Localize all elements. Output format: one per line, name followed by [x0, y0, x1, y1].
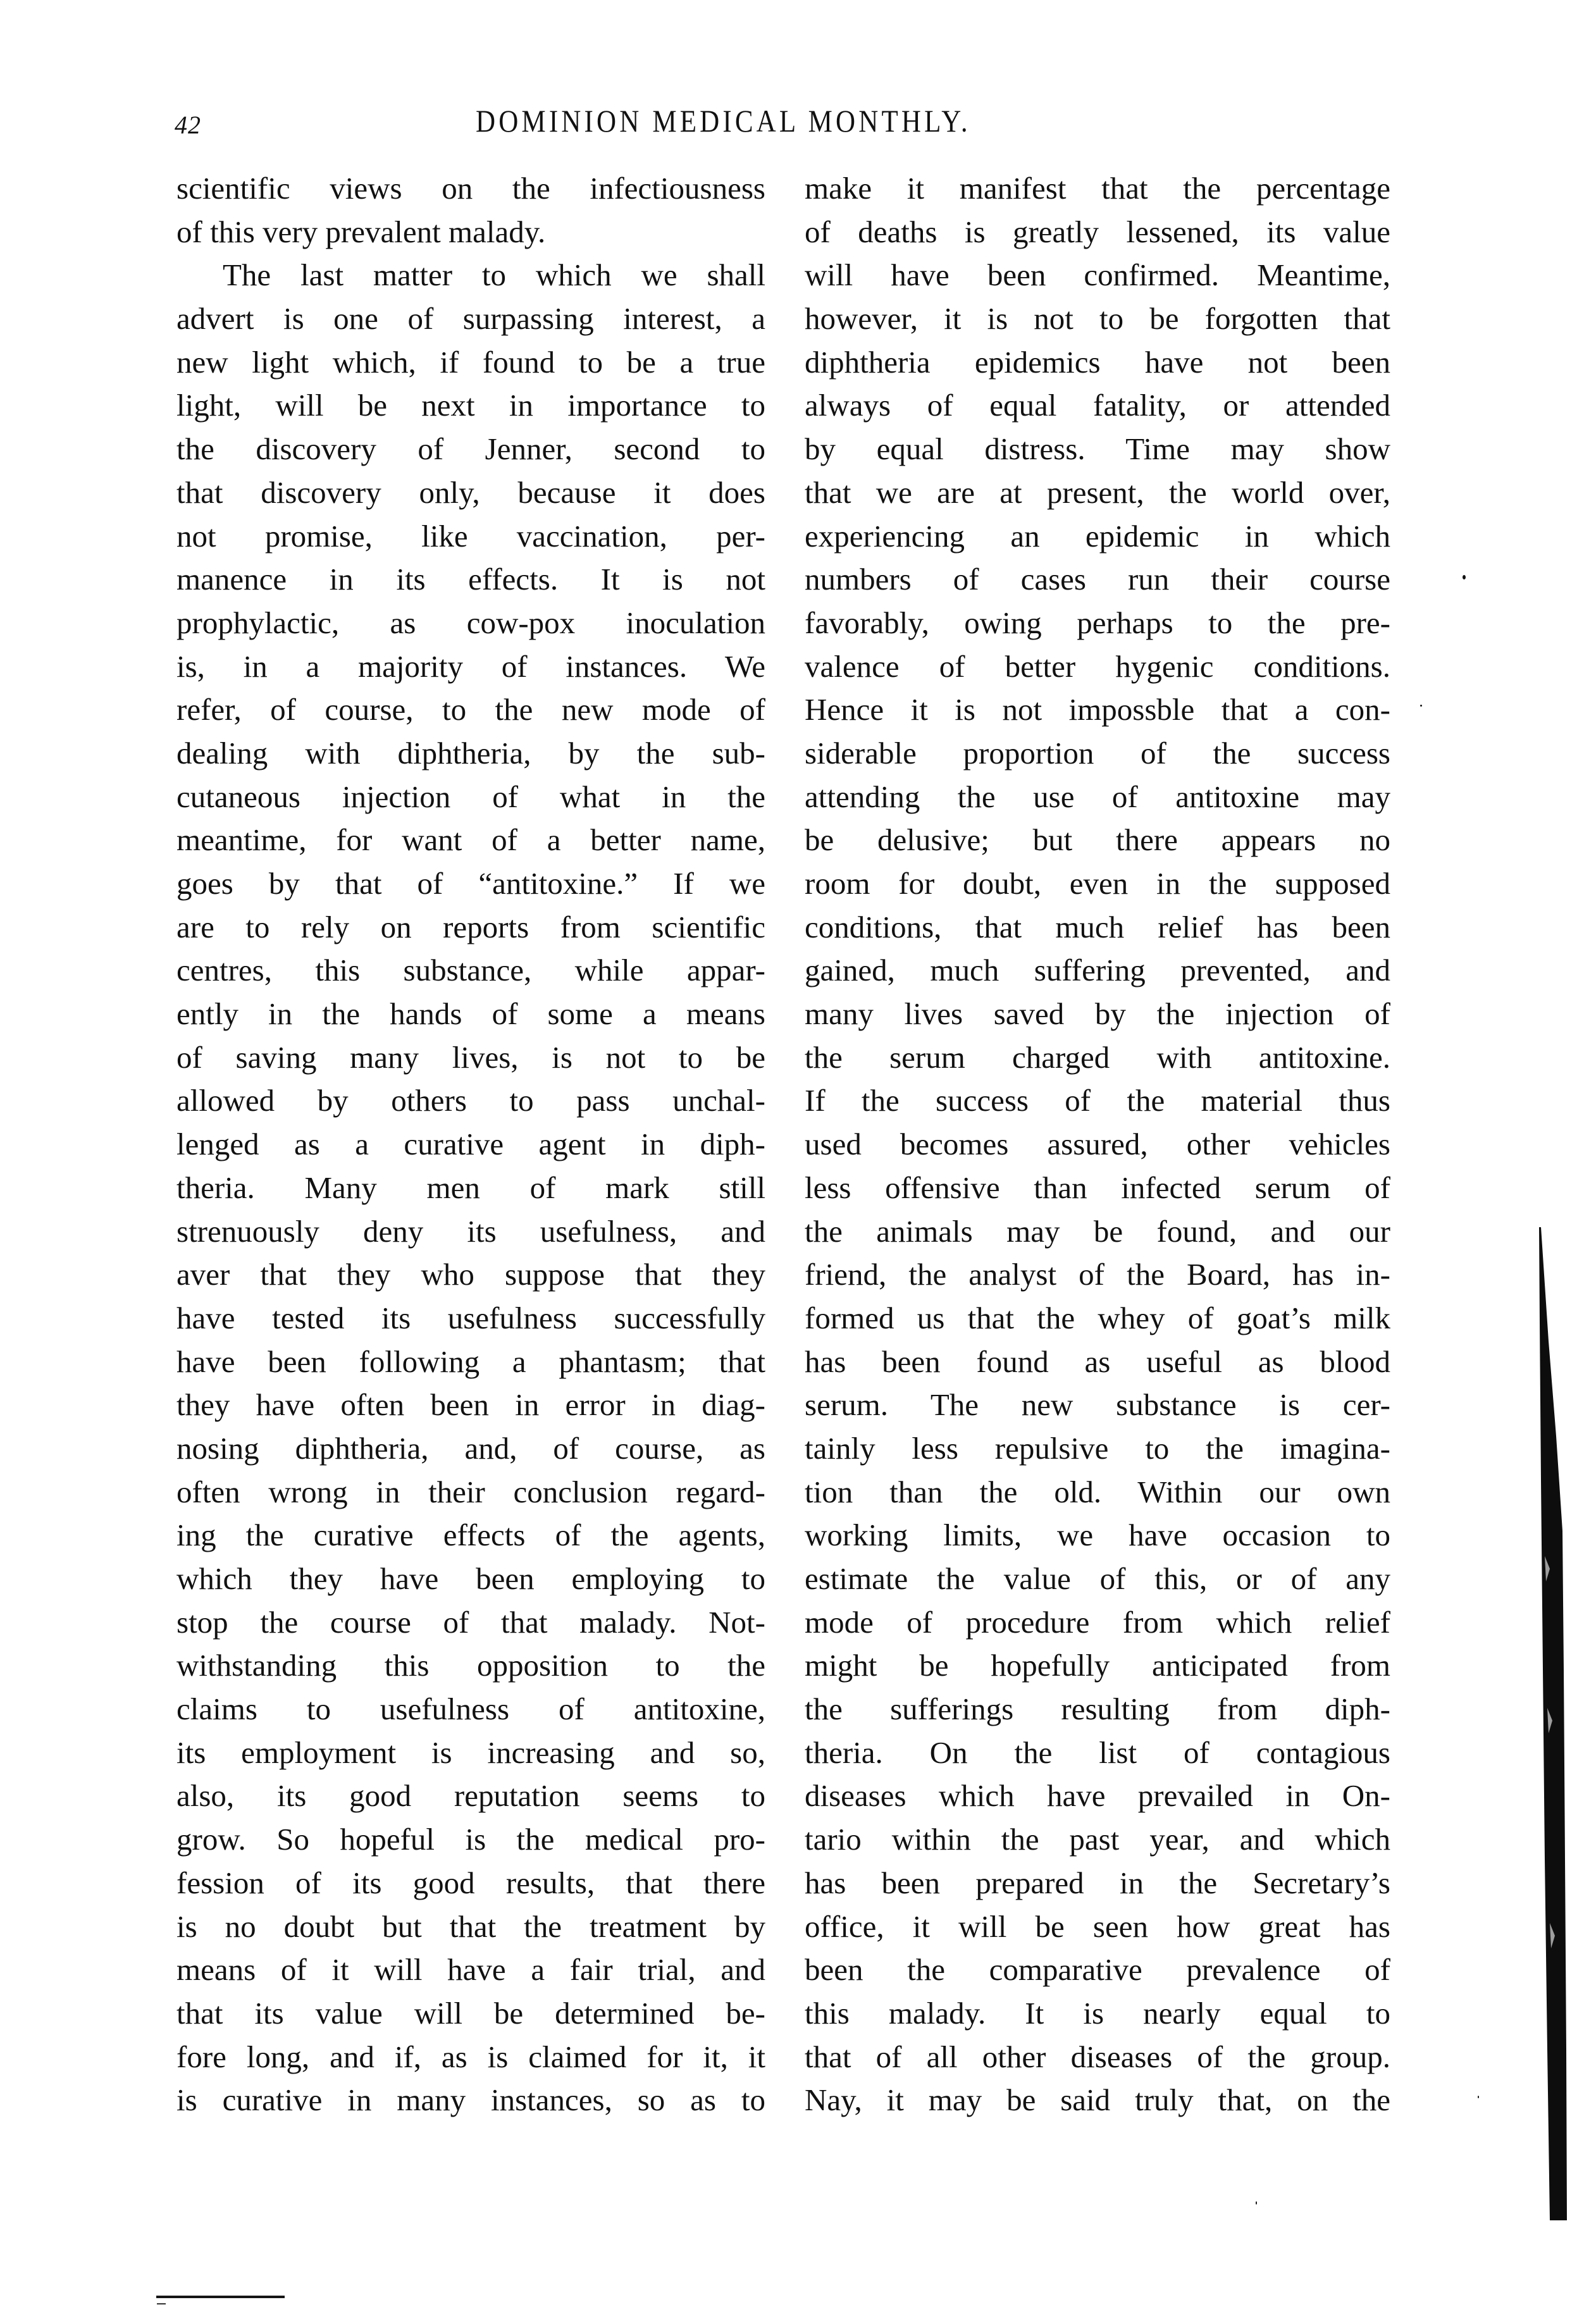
text-line: however, it is not to be forgotten that: [805, 301, 1390, 337]
text-line: often wrong in their conclusion regard-: [176, 1474, 765, 1509]
right-text-column: [805, 167, 1390, 2122]
scan-speck: [1463, 575, 1466, 579]
scan-speck: [1478, 2096, 1479, 2098]
text-line: dealing with diphtheria, by the sub-: [176, 735, 765, 770]
text-line: diphtheria epidemics have not been: [805, 344, 1390, 380]
text-line: mode of procedure from which relief: [805, 1604, 1390, 1640]
left-text-column: [176, 167, 765, 2122]
text-line: of saving many lives, is not to be: [176, 1039, 765, 1075]
text-line: strenuously deny its usefulness, and: [176, 1213, 765, 1249]
text-line: ently in the hands of some a means: [176, 996, 765, 1032]
text-line: goes by that of “antitoxine.” If we: [176, 866, 765, 901]
journal-title: DOMINION MEDICAL MONTHLY.: [476, 103, 971, 139]
text-line: fession of its good results, that there: [176, 1865, 765, 1900]
text-line: centres, this substance, while appar-: [176, 953, 765, 988]
footnote-rule: [156, 2296, 285, 2298]
text-line: light, will be next in importance to: [176, 388, 765, 423]
text-line: its employment is increasing and so,: [176, 1735, 765, 1770]
text-line: ing the curative effects of the agents,: [176, 1518, 765, 1553]
text-line: conditions, that much relief has been: [805, 909, 1390, 944]
text-line: less offensive than infected serum of: [805, 1170, 1390, 1205]
text-line: aver that they who suppose that they: [176, 1257, 765, 1292]
text-line: that we are at present, the world over,: [805, 474, 1390, 510]
text-line: diseases which have prevailed in On-: [805, 1778, 1390, 1814]
text-line: the animals may be found, and our: [805, 1213, 1390, 1249]
text-line: stop the course of that malady. Not-: [176, 1604, 765, 1640]
text-line: that its value will be determined be-: [176, 1995, 765, 2031]
text-line: valence of better hygenic conditions.: [805, 648, 1390, 684]
text-line: experiencing an epidemic in which: [805, 518, 1390, 554]
text-line: estimate the value of this, or of any: [805, 1561, 1390, 1596]
text-line: room for doubt, even in the supposed: [805, 866, 1390, 901]
text-line: the serum charged with antitoxine.: [805, 1039, 1390, 1075]
text-line: working limits, we have occasion to: [805, 1518, 1390, 1553]
text-line: make it manifest that the percentage: [805, 171, 1390, 206]
text-line: the sufferings resulting from diph-: [805, 1692, 1390, 1727]
text-line: allowed by others to pass unchal-: [176, 1083, 765, 1118]
page-number: 42: [175, 111, 201, 139]
text-line: theria. Many men of mark still: [176, 1170, 765, 1205]
text-line: gained, much suffering prevented, and: [805, 953, 1390, 988]
text-line: that of all other diseases of the group.: [805, 2039, 1390, 2074]
text-line: always of equal fatality, or attended: [805, 388, 1390, 423]
text-line: is no doubt but that the treatment by: [176, 1908, 765, 1944]
text-line: they have often been in error in diag-: [176, 1387, 765, 1423]
text-line: meantime, for want of a better name,: [176, 822, 765, 858]
text-line: numbers of cases run their course: [805, 562, 1390, 597]
text-line: theria. On the list of contagious: [805, 1735, 1390, 1770]
text-line: grow. So hopeful is the medical pro-: [176, 1822, 765, 1857]
text-line: not promise, like vaccination, per-: [176, 518, 765, 554]
text-line: is curative in many instances, so as to: [176, 2082, 765, 2118]
text-line: will have been confirmed. Meantime,: [805, 257, 1390, 293]
text-line: refer, of course, to the new mode of: [176, 692, 765, 727]
text-line: by equal distress. Time may show: [805, 431, 1390, 467]
text-line: fore long, and if, as is claimed for it, it: [176, 2039, 765, 2074]
scan-edge-shadow: [1537, 1227, 1569, 2220]
text-line: manence in its effects. It is not: [176, 562, 765, 597]
text-line: this malady. It is nearly equal to: [805, 1995, 1390, 2031]
text-line: If the success of the material thus: [805, 1083, 1390, 1118]
text-line: has been prepared in the Secretary’s: [805, 1865, 1390, 1900]
text-line: The last matter to which we shall: [223, 257, 765, 293]
text-line: has been found as useful as blood: [805, 1344, 1390, 1379]
text-line: which they have been employing to: [176, 1561, 765, 1596]
text-line: might be hopefully anticipated from: [805, 1648, 1390, 1683]
text-line: have been following a phantasm; that: [176, 1344, 765, 1379]
text-line: scientific views on the infectiousness: [176, 171, 765, 206]
text-line: the discovery of Jenner, second to: [176, 431, 765, 467]
text-line: is, in a majority of instances. We: [176, 648, 765, 684]
text-line: means of it will have a fair trial, and: [176, 1952, 765, 1988]
text-line: attending the use of antitoxine may: [805, 779, 1390, 814]
text-line: new light which, if found to be a true: [176, 344, 765, 380]
text-line: used becomes assured, other vehicles: [805, 1127, 1390, 1162]
text-line: many lives saved by the injection of: [805, 996, 1390, 1032]
text-line: office, it will be seen how great has: [805, 1908, 1390, 1944]
text-line: withstanding this opposition to the: [176, 1648, 765, 1683]
text-line: of this very prevalent malady.: [176, 214, 546, 249]
text-line: lenged as a curative agent in diph-: [176, 1127, 765, 1162]
text-line: are to rely on reports from scientific: [176, 909, 765, 944]
text-line: siderable proportion of the success: [805, 735, 1390, 770]
text-line: also, its good reputation seems to: [176, 1778, 765, 1814]
text-line: tainly less repulsive to the imagina-: [805, 1430, 1390, 1466]
footnote-rule-mark: [157, 2303, 166, 2304]
text-line: advert is one of surpassing interest, a: [176, 301, 765, 337]
text-line: friend, the analyst of the Board, has in-: [805, 1257, 1390, 1292]
text-line: Hence it is not impossble that a con-: [805, 692, 1390, 727]
scan-speck: [1256, 2201, 1257, 2205]
text-line: cutaneous injection of what in the: [176, 779, 765, 814]
text-line: tion than the old. Within our own: [805, 1474, 1390, 1509]
text-line: claims to usefulness of antitoxine,: [176, 1692, 765, 1727]
text-line: prophylactic, as cow-pox inoculation: [176, 605, 765, 640]
text-line: tario within the past year, and which: [805, 1822, 1390, 1857]
scan-speck: [1420, 705, 1422, 707]
text-line: of deaths is greatly lessened, its value: [805, 214, 1390, 249]
text-line: have tested its usefulness successfully: [176, 1300, 765, 1335]
text-line: been the comparative prevalence of: [805, 1952, 1390, 1988]
text-line: Nay, it may be said truly that, on the: [805, 2082, 1390, 2118]
text-line: formed us that the whey of goat’s milk: [805, 1300, 1390, 1335]
text-line: that discovery only, because it does: [176, 474, 765, 510]
text-line: serum. The new substance is cer-: [805, 1387, 1390, 1423]
text-line: be delusive; but there appears no: [805, 822, 1390, 858]
text-line: nosing diphtheria, and, of course, as: [176, 1430, 765, 1466]
text-line: favorably, owing perhaps to the pre-: [805, 605, 1390, 640]
